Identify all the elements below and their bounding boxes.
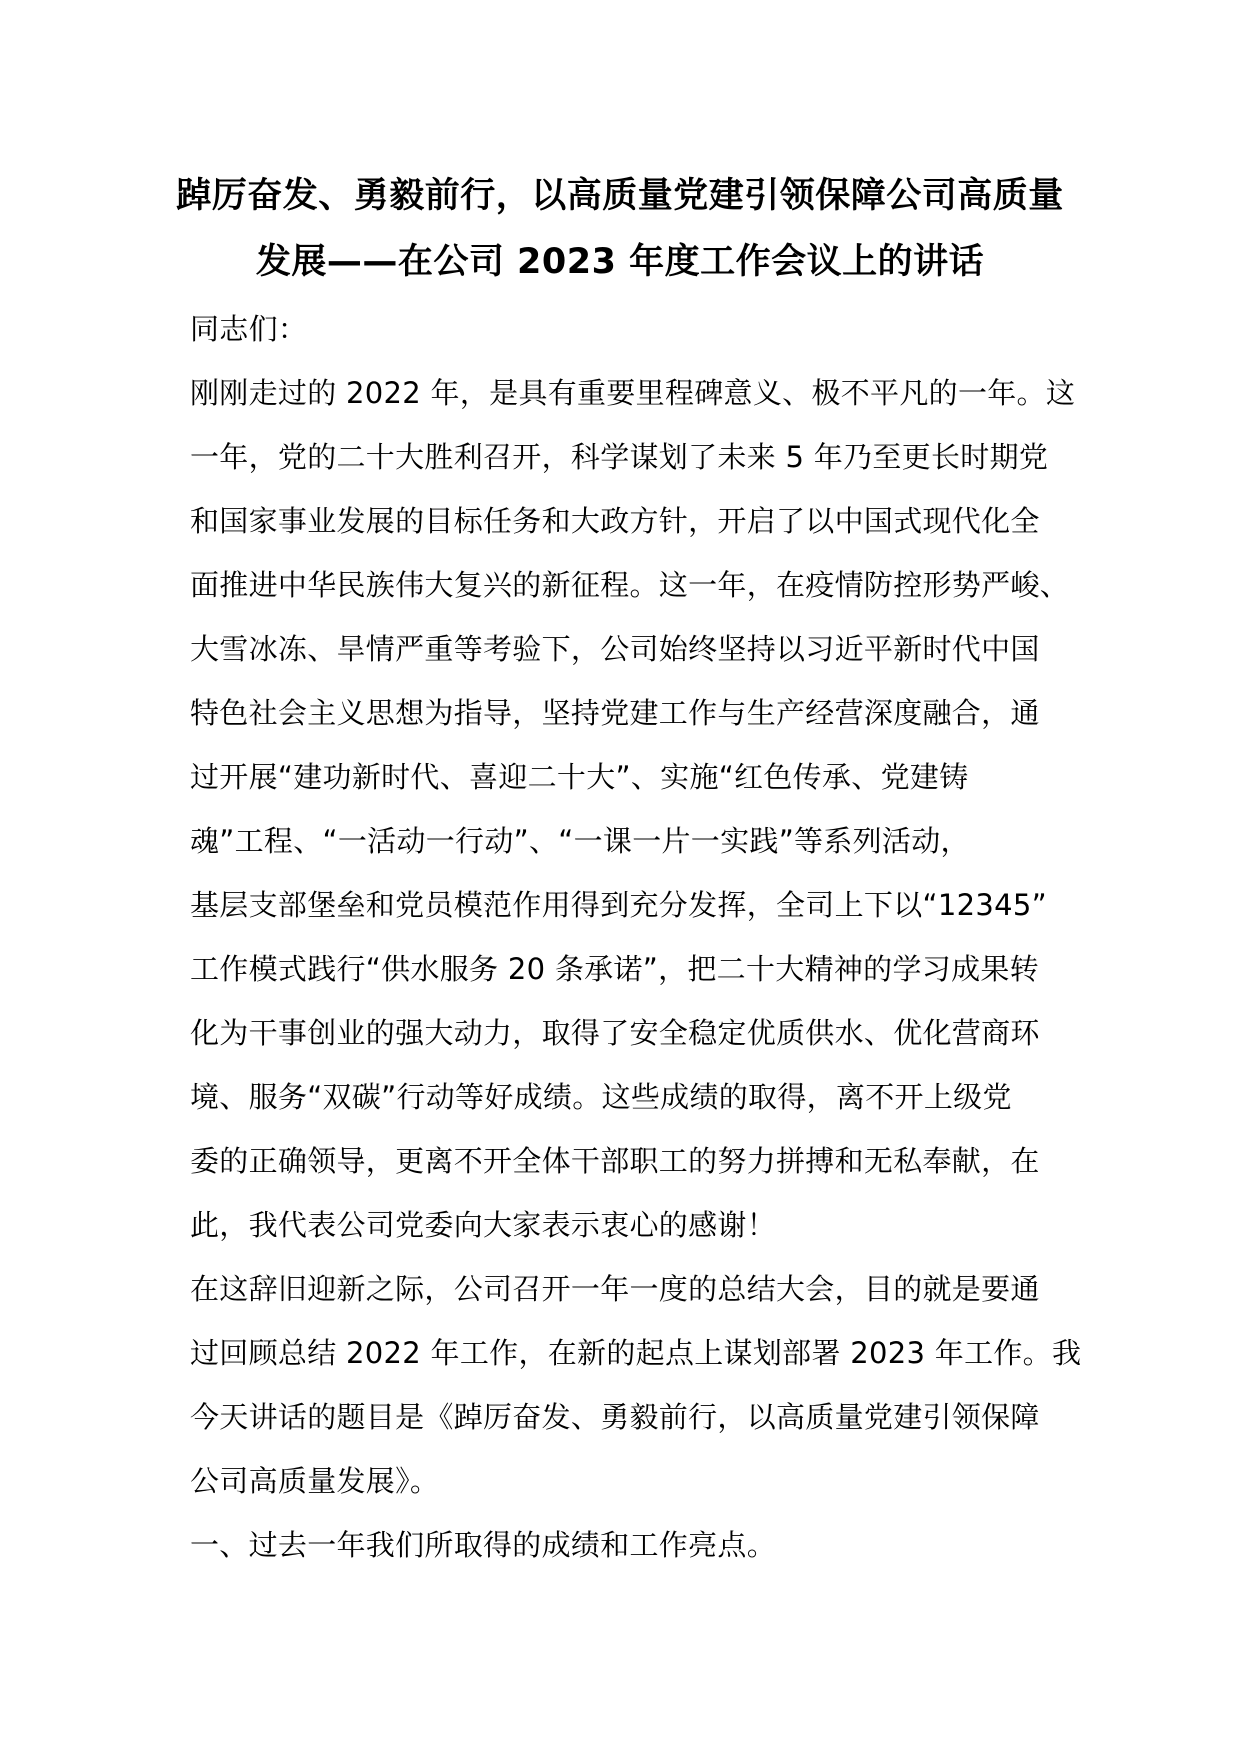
body-line: 基层支部堡垒和党员模范作用得到充分发挥，全司上下以“12345” [190,888,1047,922]
body-line: 面推进中华民族伟大复兴的新征程。这一年，在疫情防控形势严峻、 [190,568,1070,602]
body-line: 此，我代表公司党委向大家表示衷心的感谢！ [190,1208,777,1242]
body-line: 今天讲话的题目是《踔厉奋发、勇毅前行，以高质量党建引领保障 [190,1400,1040,1434]
body-line: 刚刚走过的 2022 年，是具有重要里程碑意义、极不平凡的一年。这 [190,376,1076,410]
body-line: 特色社会主义思想为指导，坚持党建工作与生产经营深度融合，通 [190,696,1040,730]
body-line: 大雪冰冻、旱情严重等考验下，公司始终坚持以习近平新时代中国 [190,632,1040,666]
body-line: 过开展“建功新时代、喜迎二十大”、实施“红色传承、党建铸 [190,760,969,794]
document-title-line-2: 发展——在公司 2023 年度工作会议上的讲话 [255,242,985,282]
body-line: 过回顾总结 2022 年工作，在新的起点上谋划部署 2023 年工作。我 [190,1336,1082,1370]
body-line: 一年，党的二十大胜利召开，科学谋划了未来 5 年乃至更长时期党 [190,440,1049,474]
salutation: 同志们： [190,312,308,346]
body-line: 魂”工程、“一活动一行动”、“一课一片一实践”等系列活动， [190,824,970,858]
body-line: 工作模式践行“供水服务 20 条承诺”，把二十大精神的学习成果转 [190,952,1039,986]
body-line: 和国家事业发展的目标任务和大政方针，开启了以中国式现代化全 [190,504,1040,538]
body-line: 委的正确领导，更离不开全体干部职工的努力拼搏和无私奉献，在 [190,1144,1040,1178]
section-heading: 一、过去一年我们所取得的成绩和工作亮点。 [190,1528,777,1562]
body-line: 境、服务“双碳”行动等好成绩。这些成绩的取得，离不开上级党 [190,1080,1012,1114]
body-line: 公司高质量发展》。 [190,1464,440,1498]
document-title-line-1: 踔厉奋发、勇毅前行，以高质量党建引领保障公司高质量 [176,176,1064,216]
body-line: 化为干事创业的强大动力，取得了安全稳定优质供水、优化营商环 [190,1016,1040,1050]
body-line: 在这辞旧迎新之际，公司召开一年一度的总结大会，目的就是要通 [190,1272,1040,1306]
